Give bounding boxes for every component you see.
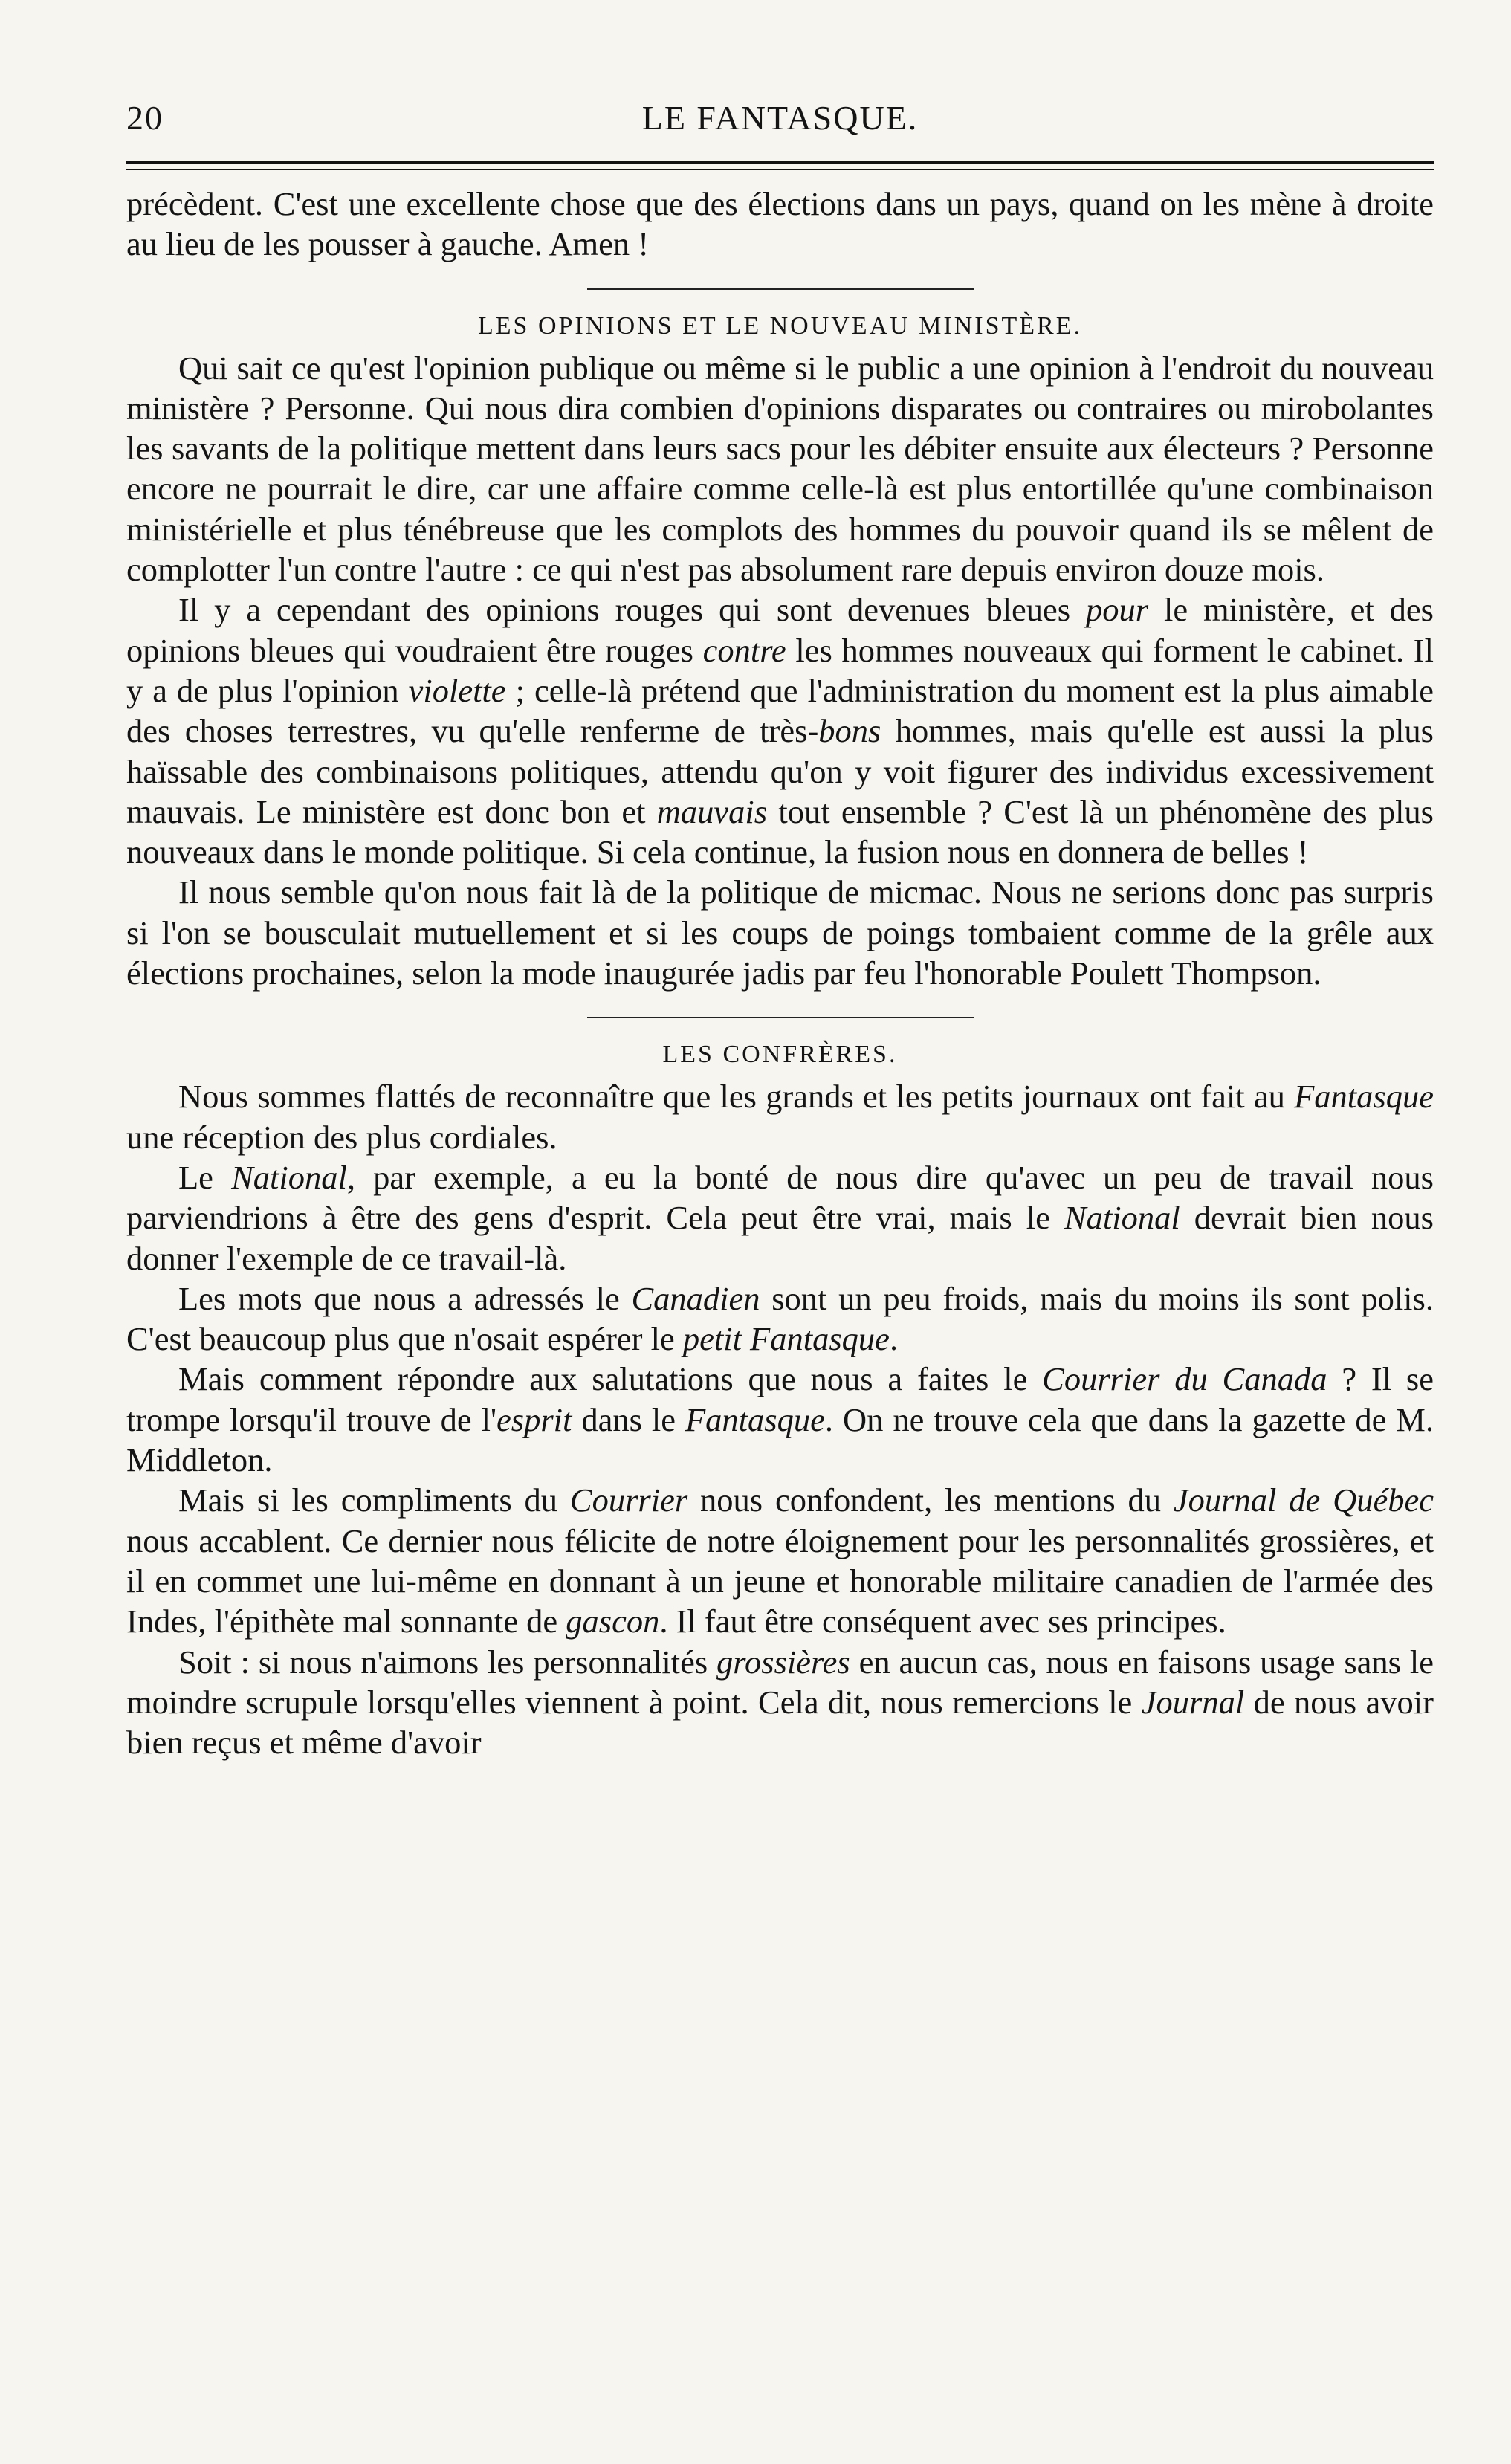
- paragraph: Il y a cependant des opinions rouges qui sont devenues bleues pour le ministère, et des opinions bleues qui voudraient être rouges contre les hommes nouveaux qui forment le cabinet. Il y a de plus l'opinion violette ; celle-là prétend que l'administration du moment est la plus aimable des choses terrestres, vu qu'elle renferme de très-bons hommes, mais qu'elle est aussi la plus haïssable des combinaisons politiques, attendu qu'on y voit figurer des individus excessivement mauvais. Le ministère est donc bon et mauvais tout ensemble ? C'est là un phénomène des plus nouveaux dans le monde politique. Si cela continue, la fusion nous en donnera de belles !: [126, 591, 1434, 871]
- section-divider: [587, 288, 974, 290]
- paragraph: Mais comment répondre aux salutations que nous a faites le Courrier du Canada ? Il se trompe lorsqu'il trouve de l'esprit dans le Fantasque. On ne trouve cela que dans la gazette de M. Middleton.: [126, 1360, 1434, 1479]
- page-header: [126, 98, 1434, 150]
- running-title: LE FANTASQUE.: [641, 99, 919, 137]
- paragraph: Il nous semble qu'on nous fait là de la politique de micmac. Nous ne serions donc pas surpris si l'on se bousculait mutuellement et si les coups de poings tombaient comme de la grêle aux élections prochaines, selon la mode inaugurée jadis par feu l'honorable Poulett Thompson.: [126, 873, 1434, 992]
- paragraph: Soit : si nous n'aimons les personnalités grossières en aucun cas, nous en faisons usage sans le moindre scrupule lorsqu'elles viennent à point. Cela dit, nous remercions le Journal de nous avoir bien reçus et même d'avoir: [126, 1643, 1434, 1762]
- paragraph: Mais si les compliments du Courrier nous confondent, les mentions du Journal de Québec nous accablent. Ce dernier nous félicite de notre éloignement pour les personnalités grossières, et il en commet une lui-même en donnant à un jeune et honorable militaire canadien de l'armée des Indes, l'épithète mal sonnante de gascon. Il faut être conséquent avec ses principes.: [126, 1481, 1434, 1640]
- section-divider: [587, 1017, 974, 1018]
- paragraph: Nous sommes flattés de reconnaître que les grands et les petits journaux ont fait au Fantasque une réception des plus cordiales.: [126, 1078, 1434, 1156]
- section-title-confreres: LES CONFRÈRES.: [662, 1041, 898, 1069]
- paragraph: Le National, par exemple, a eu la bonté de nous dire qu'avec un peu de travail nous parviendrions à être des gens d'esprit. Cela peut être vrai, mais le National devrait bien nous donner l'exemple de ce travail-là.: [126, 1158, 1434, 1277]
- section-title-opinions: LES OPINIONS ET LE NOUVEAU MINISTÈRE.: [478, 311, 1082, 340]
- page-number: 20: [126, 99, 164, 137]
- intro-paragraph: précèdent. C'est une excellente chose que des élections dans un pays, quand on les mène à droite au lieu de les pousser à gauche. Amen !: [126, 185, 1434, 263]
- body-text: [126, 184, 1434, 1762]
- header-double-rule: [126, 161, 1434, 170]
- paragraph: Qui sait ce qu'est l'opinion publique ou même si le public a une opinion à l'endroit du nouveau ministère ? Personne. Qui nous dira combien d'opinions disparates ou contraires ou mirobolantes les savants de la politique mettent dans leurs sacs pour les débiter ensuite aux électeurs ? Personne encore ne pourrait le dire, car une affaire comme celle-là est plus entortillée qu'une combinaison ministérielle et plus ténébreuse que les complots des hommes du pouvoir quand ils se mêlent de complotter l'un contre l'autre : ce qui n'est pas absolument rare depuis environ douze mois.: [126, 349, 1434, 589]
- paragraph: Les mots que nous a adressés le Canadien sont un peu froids, mais du moins ils sont polis. C'est beaucoup plus que n'osait espérer le petit Fantasque.: [126, 1279, 1434, 1358]
